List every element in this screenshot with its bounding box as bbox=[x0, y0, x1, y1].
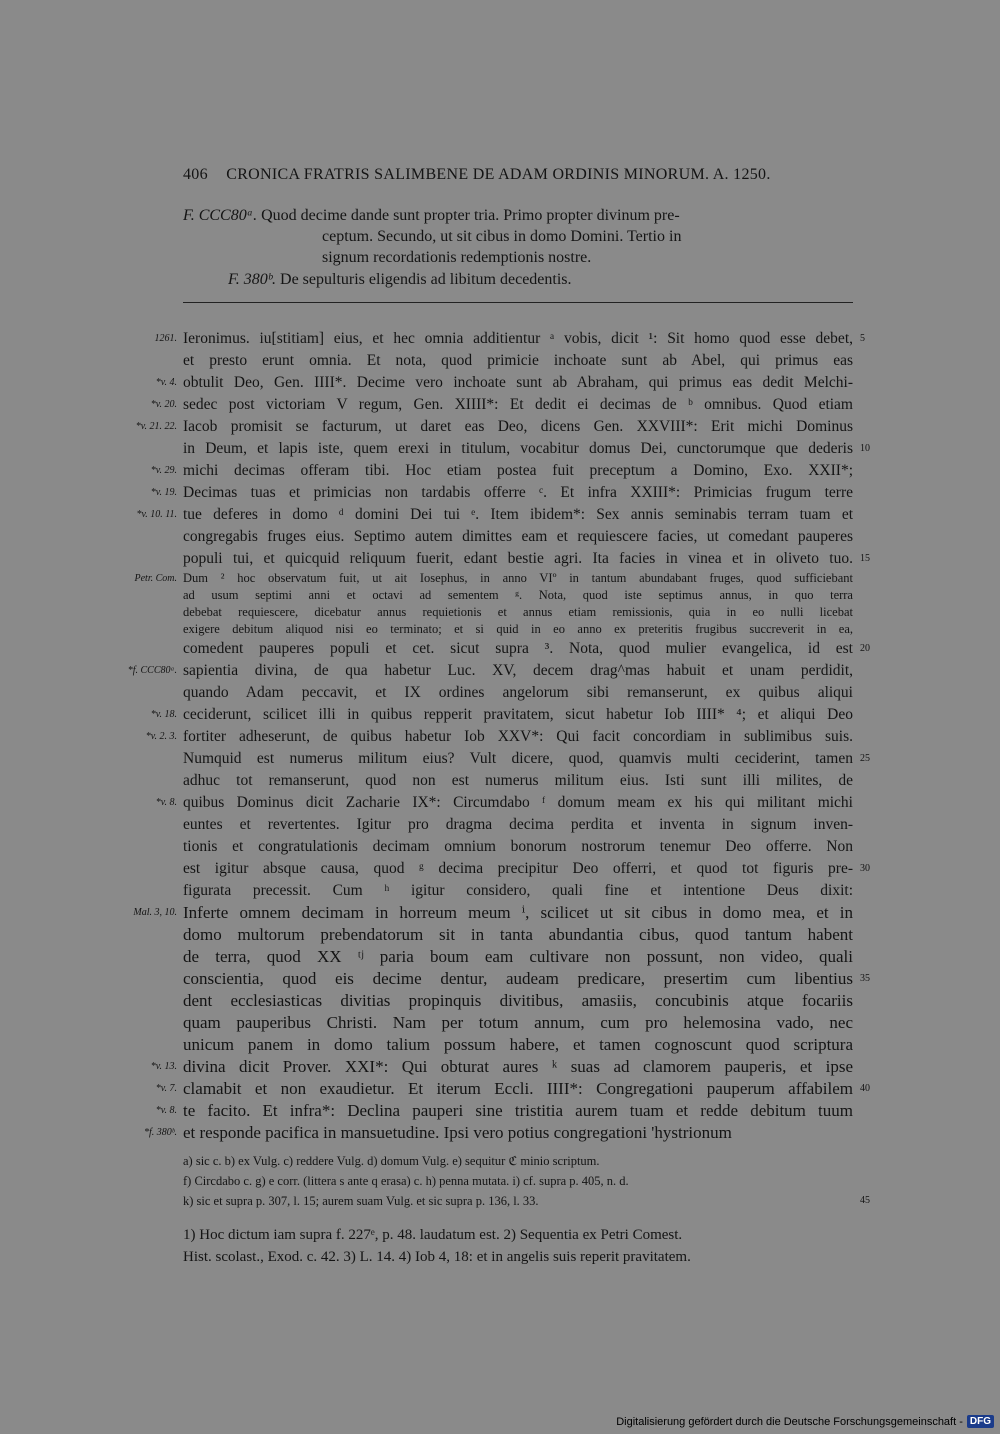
text-line: ad usum septimi anni et octavi ad sementem ᵍ. Nota, quod iste septimus annus, in quo terra bbox=[183, 588, 853, 602]
summary-text: De sepulturis eligendis ad libitum decedentis. bbox=[280, 271, 572, 288]
running-header bbox=[183, 166, 771, 184]
text-line: est igitur absque causa, quod ᵍ decima precipitur Deo offerri, et quod tot figuris pre- bbox=[183, 860, 853, 877]
margin-reference: *v. 29. bbox=[150, 465, 177, 476]
folio-label: F. CCC80ᵃ. bbox=[183, 207, 258, 224]
text-line: adhuc tot remanserunt, quod non est numerus militum eius. Isti sunt illi milites, de bbox=[183, 772, 853, 789]
line-number: 10 bbox=[860, 443, 870, 454]
margin-reference: *v. 8. bbox=[155, 797, 177, 808]
text-line: congregabis fruges eius. Septimo autem dimittes eam et requiescere facies, ut comedant pauperes bbox=[183, 528, 853, 545]
margin-reference: *v. 7. bbox=[155, 1083, 177, 1094]
text-line: comedent pauperes populi et cet. sicut supra ³. Nota, quod mulier evangelica, id est bbox=[183, 640, 853, 657]
summary-entry bbox=[183, 205, 680, 226]
text-line: sapientia divina, de qua habetur Luc. XV, decem drag^mas habuit et unam perdidit, bbox=[183, 662, 853, 679]
text-line: et presto erunt omnia. Et nota, quod primicie inchoate sunt ab Abel, qui primus eas bbox=[183, 352, 853, 369]
summary-entry-cont bbox=[322, 247, 591, 268]
text-line: de terra, quod XX ᵗʲ paria boum eam cultivare non possunt, non video, quali bbox=[183, 947, 853, 966]
text-line: Iacob promisit se facturum, ut daret eas Deo, dicens Gen. XXVIII*: Erit michi Dominus bbox=[183, 418, 853, 435]
summary-text: signum recordationis redemptionis nostre. bbox=[322, 249, 592, 266]
text-line: divina dicit Prover. XXI*: Qui obturat aures ᵏ suas ad clamorem pauperis, et ipse bbox=[183, 1057, 853, 1076]
summary-entry bbox=[228, 269, 572, 290]
margin-reference: *v. 4. bbox=[155, 377, 177, 388]
text-line: tue deferes in domo ᵈ domini Dei tui ᵉ. Item ibidem*: Sex annis seminabis terram tuam et bbox=[183, 506, 853, 523]
folio-label: F. 380ᵇ. bbox=[228, 271, 277, 288]
line-number: 25 bbox=[860, 753, 870, 764]
dfg-logo: DFG bbox=[967, 1415, 994, 1428]
margin-reference: *v. 2. 3. bbox=[145, 731, 177, 742]
critical-note-line: k) sic et supra p. 307, l. 15; aurem suam Vulg. et sic supra p. 136, l. 33. bbox=[183, 1194, 539, 1208]
line-number: 5 bbox=[860, 333, 865, 344]
margin-reference: 1261. bbox=[154, 333, 177, 344]
text-line: unicum panem in domo talium possum habere, et tamen cognoscunt quod scriptura bbox=[183, 1035, 853, 1054]
summary-entry-cont bbox=[322, 226, 681, 247]
text-line: populi tui, et quicquid reliquum fuerit, edant bestie agri. Ita facies in vinea et in oliveto tuo. bbox=[183, 550, 853, 567]
text-line: michi decimas offeram tibi. Hoc etiam postea fuit preceptum a Domino, Exo. XXII*; bbox=[183, 462, 853, 479]
line-number: 30 bbox=[860, 863, 870, 874]
line-number: 45 bbox=[860, 1195, 870, 1206]
text-line: clamabit et non exaudietur. Et iterum Eccli. IIII*: Congregationi pauperum affabilem bbox=[183, 1079, 853, 1098]
text-line: Ieronimus. iu[stitiam] eius, et hec omnia additientur ᵃ vobis, dicit ¹: Sit homo quod esse debet, bbox=[183, 330, 853, 347]
text-line: Inferte omnem decimam in horreum meum ⁱ, scilicet ut sit cibus in domo mea, et in bbox=[183, 903, 853, 922]
text-line: fortiter adheserunt, de quibus habetur Iob XXV*: Qui facit concordiam in sublimibus suis. bbox=[183, 728, 853, 745]
text-line: et responde pacifica in mansuetudine. Ipsi vero potius congregationi 'hystrionum bbox=[183, 1123, 732, 1142]
text-line: euntes et revertentes. Igitur pro dragma decima perdita et inventa in signum inven- bbox=[183, 816, 853, 833]
margin-reference: *f. 380ᵇ. bbox=[144, 1127, 177, 1138]
text-line: figurata precessit. Cum ʰ igitur considero, quali fine et intentione Deus dixit: bbox=[183, 882, 853, 899]
source-note-line: 1) Hoc dictum iam supra f. 227ᵉ, p. 48. laudatum est. 2) Sequentia ex Petri Comest. bbox=[183, 1227, 683, 1243]
margin-reference: *v. 18. bbox=[150, 709, 177, 720]
line-number: 15 bbox=[860, 553, 870, 564]
text-line: Decimas tuas et primicias non tardabis offerre ᶜ. Et infra XXIII*: Primicias frugum terre bbox=[183, 484, 853, 501]
summary-text: ceptum. Secundo, ut sit cibus in domo Domini. Tertio in bbox=[322, 228, 682, 245]
page-number: 406 bbox=[183, 166, 208, 183]
margin-reference: *v. 8. bbox=[155, 1105, 177, 1116]
running-title: CRONICA FRATRIS SALIMBENE DE ADAM ORDINIS MINORUM. bbox=[226, 166, 710, 183]
footer bbox=[616, 1415, 994, 1428]
text-line: ceciderunt, scilicet illi in quibus repperit pravitatem, sicut habetur Iob IIII* ⁴; et aliqui Deo bbox=[183, 706, 853, 723]
text-line: dent ecclesiasticas divitias propinquis divitibus, amasiis, concubinis atque focariis bbox=[183, 991, 853, 1010]
text-line: Numquid est numerus militum eius? Vult dicere, quod, quamvis multi ceciderint, tamen bbox=[183, 750, 853, 767]
text-line: obtulit Deo, Gen. IIII*. Decime vero inchoate sunt ab Abraham, qui primus eas dedit Melchi- bbox=[183, 374, 853, 391]
margin-reference: *v. 21. 22. bbox=[135, 421, 177, 432]
margin-reference: *v. 19. bbox=[150, 487, 177, 498]
text-line: in Deum, et lapis iste, quem erexi in titulum, vocabitur domus Dei, cunctorumque que dederis bbox=[183, 440, 853, 457]
margin-reference: *f. CCC80ᵃ. bbox=[127, 665, 177, 676]
line-number: 20 bbox=[860, 643, 870, 654]
separator-rule bbox=[183, 302, 853, 303]
text-line: sedec post victoriam V regum, Gen. XIIII*: Et dedit ei decimas de ᵇ omnibus. Quod etiam bbox=[183, 396, 853, 413]
margin-reference: Mal. 3, 10. bbox=[133, 907, 177, 918]
source-note-line: Hist. scolast., Exod. c. 42. 3) L. 14. 4) Iob 4, 18: et in angelis suis reperit pravitatem. bbox=[183, 1249, 691, 1265]
margin-reference: Petr. Com. bbox=[134, 573, 177, 584]
summary-text: Quod decime dande sunt propter tria. Primo propter divinum pre- bbox=[261, 207, 680, 224]
text-line: quando Adam peccavit, et IX ordines angelorum sibi remanserunt, ex quibus aliqui bbox=[183, 684, 853, 701]
critical-note-line: f) Circdabo c. g) e corr. (littera s ante q erasa) c. h) penna mutata. i) cf. supra p. 405, n. d. bbox=[183, 1174, 629, 1188]
footer-text: Digitalisierung gefördert durch die Deutsche Forschungsgemeinschaft - bbox=[616, 1415, 963, 1428]
text-line: te facito. Et infra*: Declina pauperi sine tristitia aurem tuam et redde debitum tuum bbox=[183, 1101, 853, 1120]
line-number: 40 bbox=[860, 1083, 870, 1094]
text-line: domo multorum prebendatorum sit in tanta abundantia cibus, quod tantum habent bbox=[183, 925, 853, 944]
text-line: conscientia, quod eis decime dentur, audeam predicare, presertim cum libentius bbox=[183, 969, 853, 988]
text-line: debebat requiescere, dicebatur annus requietionis et annus etiam remissionis, quia in eo nulli licebat bbox=[183, 605, 853, 619]
text-line: exigere debitum aliquod nisi eo terminato; et si quid in eo anno ex preteritis frugibus succreverit in ea, bbox=[183, 622, 853, 636]
line-number: 35 bbox=[860, 973, 870, 984]
critical-note-line: a) sic c. b) ex Vulg. c) reddere Vulg. d) domum Vulg. e) sequitur ℭ minio scriptum. bbox=[183, 1154, 600, 1168]
text-line: quibus Dominus dicit Zacharie IX*: Circumdabo ᶠ domum meam ex his qui militant michi bbox=[183, 794, 853, 811]
text-line: quam pauperibus Christi. Nam per totum annum, cum pro helemosina vado, nec bbox=[183, 1013, 853, 1032]
margin-reference: *v. 10. 11. bbox=[136, 509, 177, 520]
text-line: Dum ² hoc observatum fuit, ut ait Iosephus, in anno VIº in tantum abundabant fruges, quod sufficiebant bbox=[183, 571, 853, 585]
margin-reference: *v. 13. bbox=[150, 1061, 177, 1072]
margin-reference: *v. 20. bbox=[150, 399, 177, 410]
text-line: tionis et congratulationis decimam omnium bonorum nostrorum tenemur Deo offerre. Non bbox=[183, 838, 853, 855]
header-year: A. 1250. bbox=[712, 166, 771, 183]
